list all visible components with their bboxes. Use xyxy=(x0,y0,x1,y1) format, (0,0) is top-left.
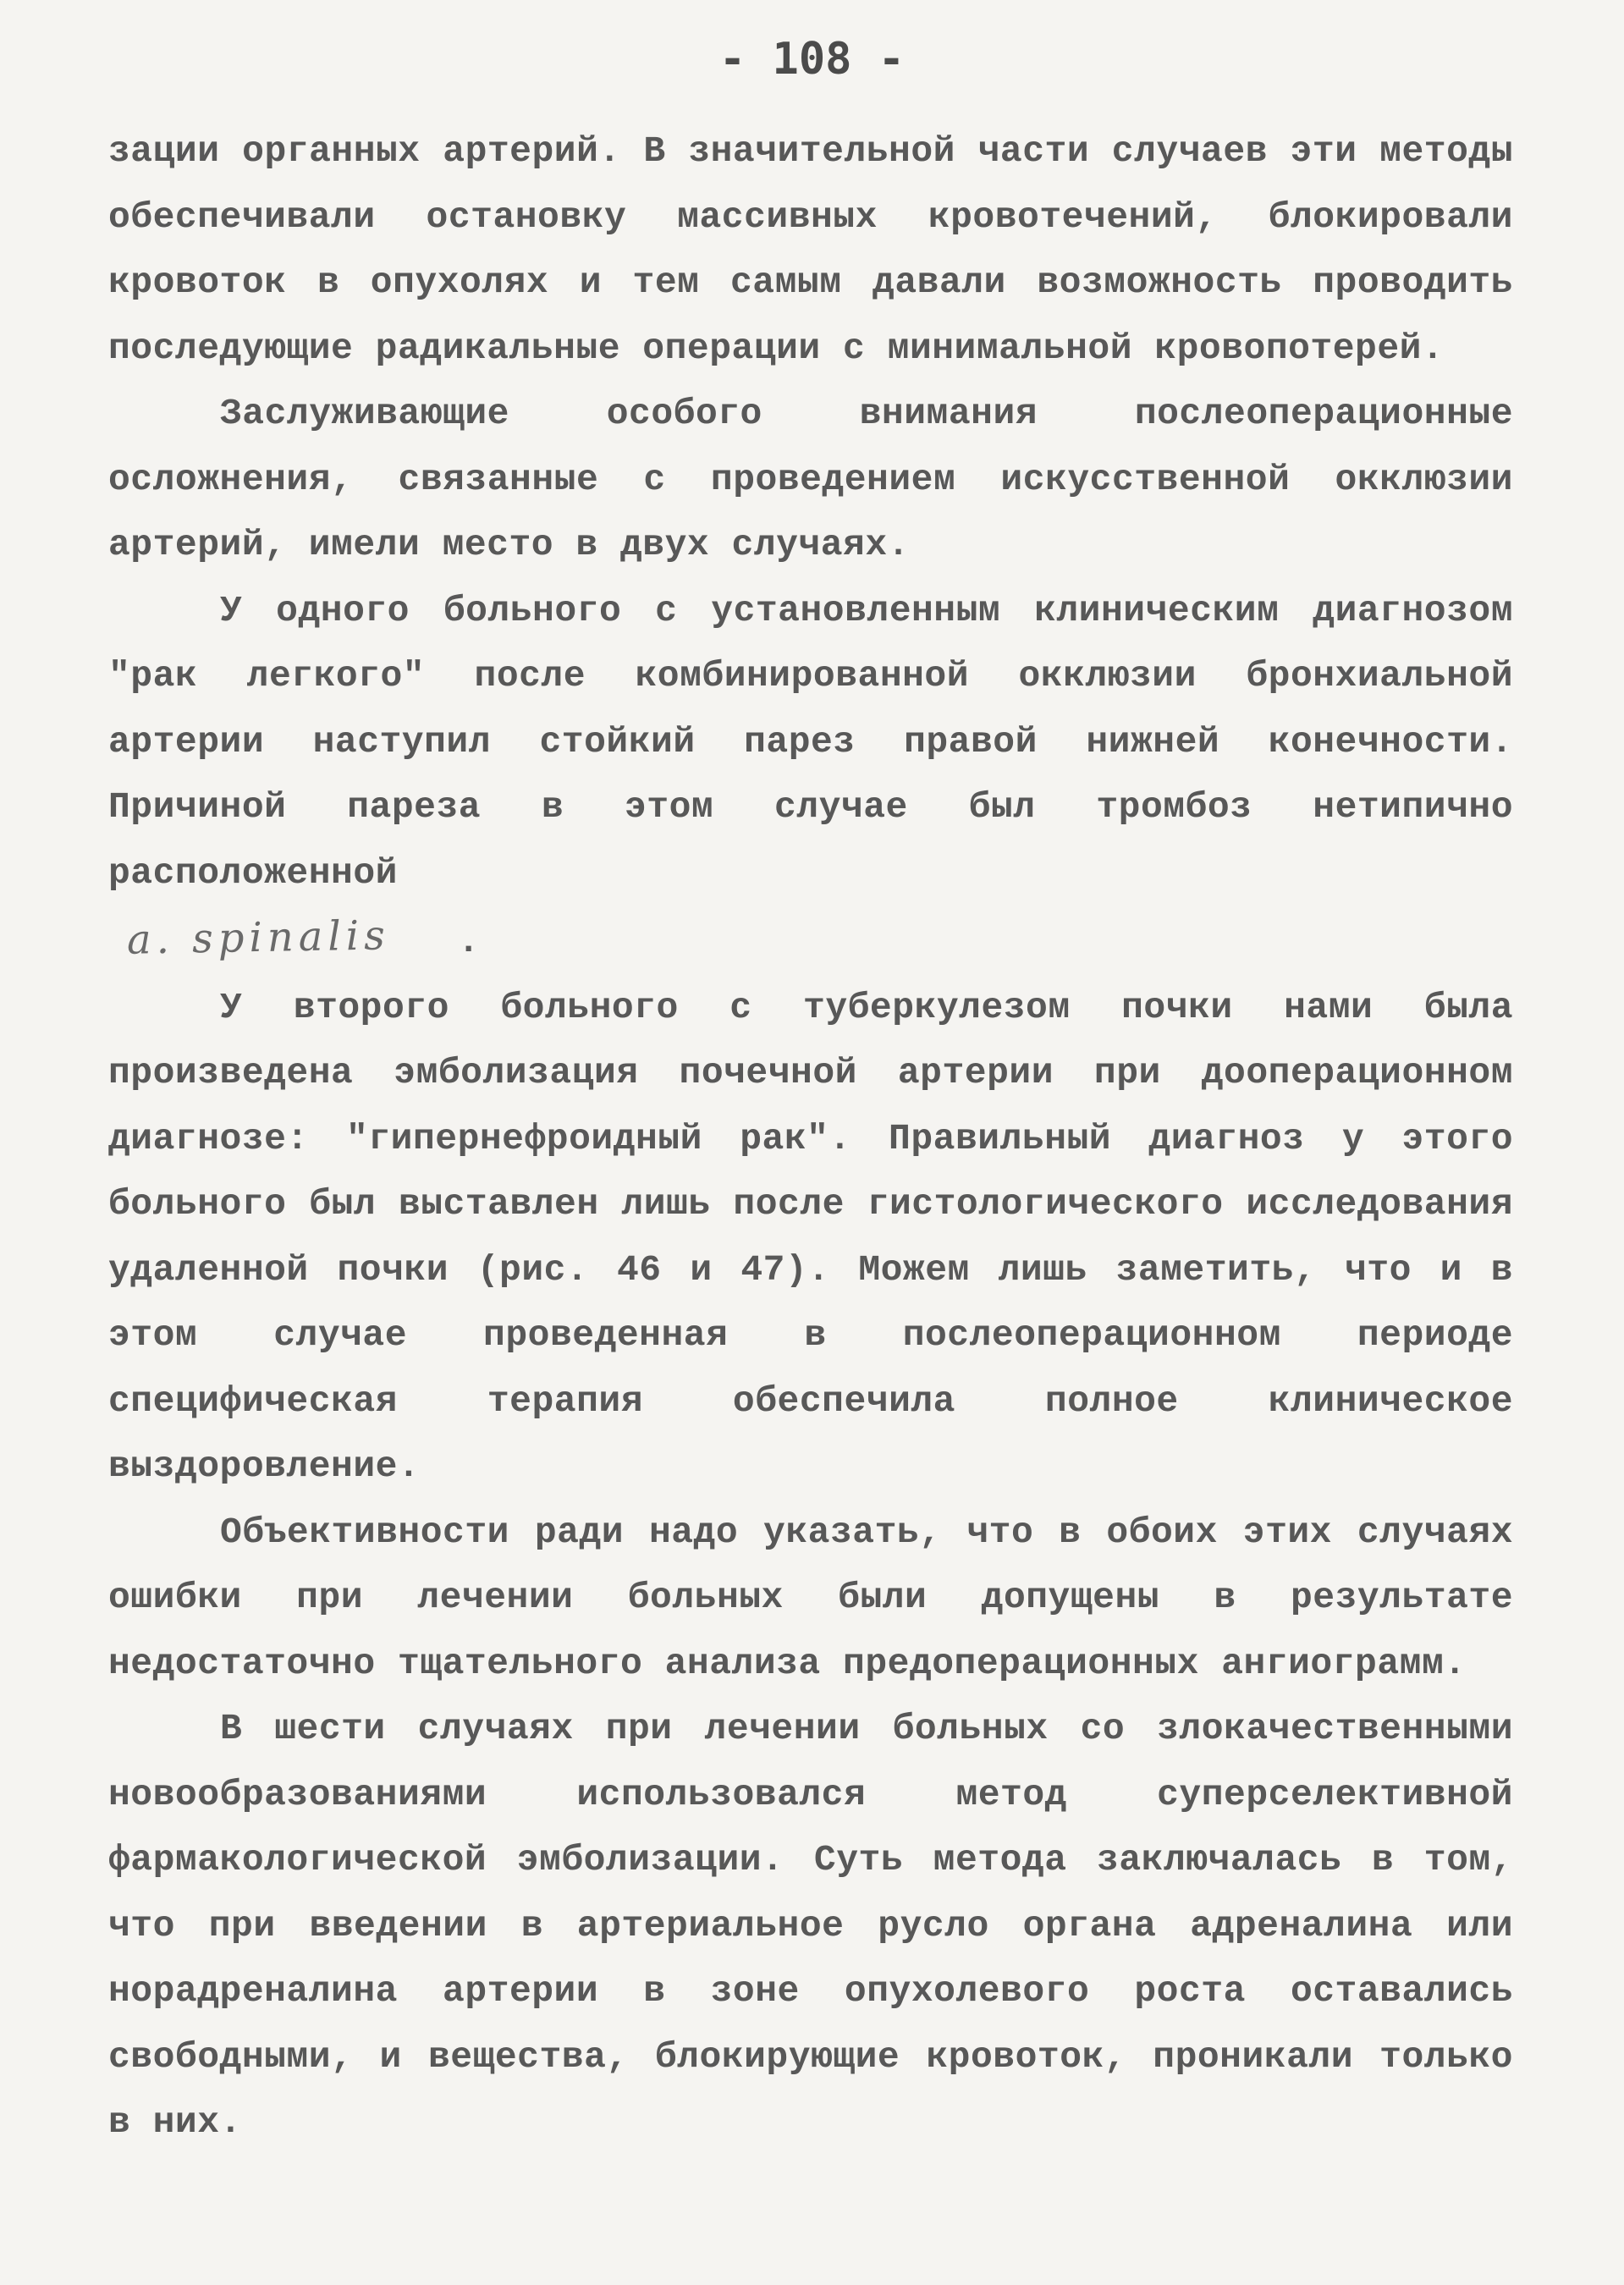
paragraph-5: Объективности ради надо указать, что в обоих этих случаях ошибки при лечении больных были допущены в результате недостаточно тщательного анализа предоперационных ангиограмм. xyxy=(108,1511,1513,1684)
paragraph-2: Заслуживающие особого внимания послеоперационные осложнения, связанные с проведением искусственной окклюзии артерий, имели место в двух случаях. xyxy=(108,393,1513,565)
handwritten-latin-term: a. spinalis xyxy=(126,911,391,964)
handwritten-line xyxy=(108,906,1513,975)
page-number: - 108 - xyxy=(718,34,906,85)
paragraph-1: зации органных артерий. В значительной части случаев эти методы обеспечивали остановку массивных кровотечений, блокировали кровоток в опухолях и тем самым давали возможность проводить последующие радикальные операции с минимальной кровопотерей. xyxy=(108,130,1513,369)
paragraph-3: У одного больного с установленным клиническим диагнозом "рак легкого" после комбинированной окклюзии бронхиальной артерии наступил стойкий парез правой нижней конечности. Причиной пареза в этом случае был тромбоз нетипично расположенной xyxy=(108,589,1513,894)
paragraph-6: В шести случаях при лечении больных со злокачественными новообразованиями использовался метод суперселективной фармакологической эмболизации. Суть метода заключалась в том, что при введении в артериальное русло органа адреналина или норадреналина артерии в зоне опухолевого роста оставались свободными, и вещества, блокирующие кровоток, проникали только в них. xyxy=(108,1708,1513,2143)
paragraph-4: У второго больного с туберкулезом почки нами была произведена эмболизация почечной артерии при дооперационном диагнозе: "гипернефроидный рак". Правильный диагноз у этого больного был выставлен лишь после гистологического исследования удаленной почки (рис. 46 и 47). Можем лишь заметить, что и в этом случае проведенная в послеоперационном периоде специфическая терапия обеспечила полное клиническое выздоровление. xyxy=(108,986,1513,1487)
document-body xyxy=(108,118,1513,2156)
latin-term-period: . xyxy=(457,921,481,962)
